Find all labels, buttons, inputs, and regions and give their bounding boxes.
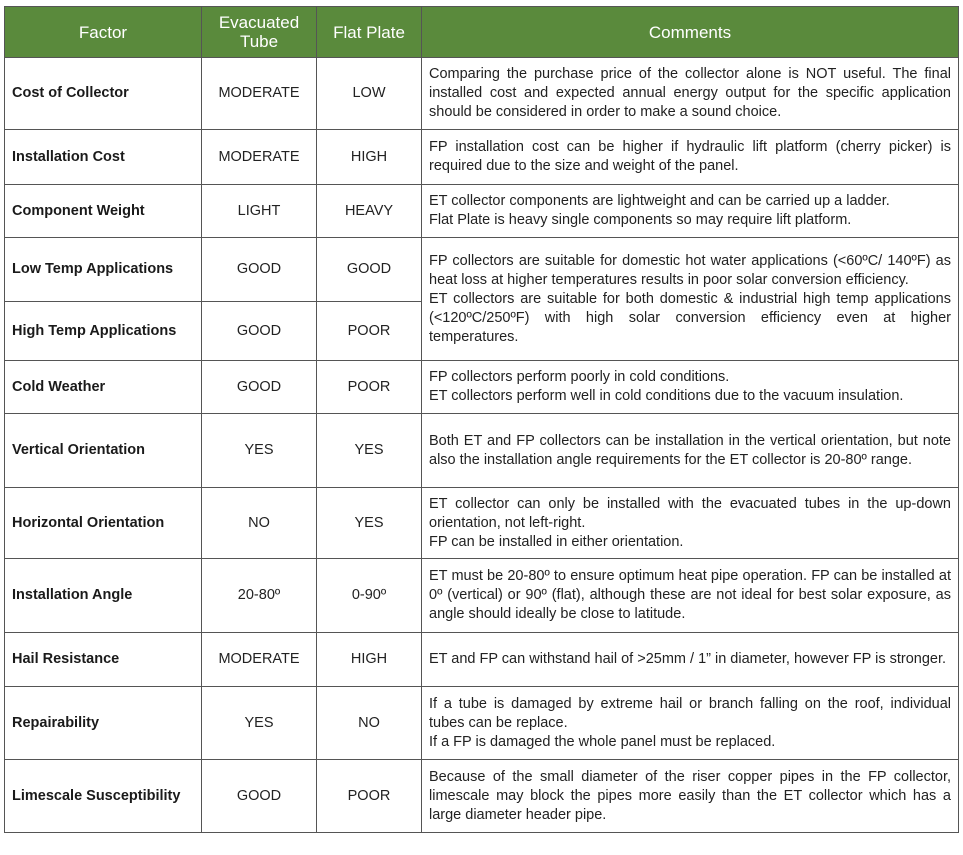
- table-row: [5, 361, 959, 414]
- flat-plate-cell: HEAVY: [317, 185, 422, 238]
- comment-cell: [422, 58, 959, 130]
- factor-cell: Limescale Susceptibility: [5, 760, 202, 833]
- factor-cell: Horizontal Orientation: [5, 488, 202, 559]
- comment-line: Flat Plate is heavy single components so may require lift platform.: [429, 212, 852, 228]
- evacuated-tube-cell: LIGHT: [202, 185, 317, 238]
- comment-line: Both ET and FP collectors can be installation in the vertical orientation, but note also the installation angle requirements for the ET collector is 20-80º range.: [429, 432, 951, 468]
- comment-line: FP collectors perform poorly in cold conditions.: [429, 369, 730, 385]
- comment-line: FP collectors are suitable for domestic hot water applications (<60ºC/ 140ºF) as heat loss at higher temperatures results in poor solar conversion efficiency.: [429, 252, 951, 288]
- flat-plate-cell: 0-90º: [317, 559, 422, 633]
- flat-plate-cell: POOR: [317, 760, 422, 833]
- factor-cell: Repairability: [5, 687, 202, 760]
- comment-cell: [422, 760, 959, 833]
- table-row: [5, 58, 959, 130]
- comparison-table-container: [4, 6, 959, 833]
- table-row: [5, 633, 959, 687]
- header-evacuated-tube: Evacuated Tube: [202, 7, 317, 58]
- comment-cell: [422, 130, 959, 185]
- comparison-table: [4, 6, 959, 833]
- header-factor: Factor: [5, 7, 202, 58]
- factor-cell: Cold Weather: [5, 361, 202, 414]
- comment-line: ET collectors are suitable for both domestic & industrial high temp applications (<120ºC/250ºF) with high solar conversion efficiency even at higher temperatures.: [429, 290, 951, 345]
- evacuated-tube-cell: MODERATE: [202, 130, 317, 185]
- flat-plate-cell: YES: [317, 414, 422, 488]
- comment-line: ET collector components are lightweight and can be carried up a ladder.: [429, 193, 890, 209]
- flat-plate-cell: GOOD: [317, 238, 422, 302]
- table-row: [5, 488, 959, 559]
- evacuated-tube-cell: 20-80º: [202, 559, 317, 633]
- table-row: [5, 687, 959, 760]
- comment-cell: [422, 633, 959, 687]
- comment-line: If a tube is damaged by extreme hail or branch falling on the roof, individual tubes can be replace.: [429, 695, 951, 731]
- comment-line: Comparing the purchase price of the collector alone is NOT useful. The final installed cost and expected annual energy output for the specific application should be considered in order to make a sound choice.: [429, 66, 951, 120]
- comment-line: FP installation cost can be higher if hydraulic lift platform (cherry picker) is required due to the size and weight of the panel.: [429, 139, 951, 174]
- evacuated-tube-cell: YES: [202, 687, 317, 760]
- evacuated-tube-cell: YES: [202, 414, 317, 488]
- evacuated-tube-cell: NO: [202, 488, 317, 559]
- comment-cell: [422, 488, 959, 559]
- flat-plate-cell: YES: [317, 488, 422, 559]
- flat-plate-cell: POOR: [317, 361, 422, 414]
- header-comments: Comments: [422, 7, 959, 58]
- comment-cell: [422, 687, 959, 760]
- comment-cell: [422, 414, 959, 488]
- evacuated-tube-cell: GOOD: [202, 238, 317, 302]
- flat-plate-cell: HIGH: [317, 130, 422, 185]
- table-row: [5, 130, 959, 185]
- factor-cell: Component Weight: [5, 185, 202, 238]
- comment-line: ET collectors perform well in cold conditions due to the vacuum insulation.: [429, 388, 904, 404]
- comment-line: Because of the small diameter of the riser copper pipes in the FP collector, limescale may block the pipes more easily than the ET collector which has a large diameter header pipe.: [429, 768, 951, 823]
- comment-line: ET and FP can withstand hail of >25mm / 1” in diameter, however FP is stronger.: [429, 651, 947, 667]
- flat-plate-cell: POOR: [317, 302, 422, 361]
- comment-cell: [422, 361, 959, 414]
- flat-plate-cell: LOW: [317, 58, 422, 130]
- factor-cell: Cost of Collector: [5, 58, 202, 130]
- header-flat-plate: Flat Plate: [317, 7, 422, 58]
- table-row: [5, 414, 959, 488]
- table-row: [5, 185, 959, 238]
- table-row: [5, 760, 959, 833]
- flat-plate-cell: HIGH: [317, 633, 422, 687]
- comment-cell: [422, 559, 959, 633]
- factor-cell: Installation Angle: [5, 559, 202, 633]
- comment-cell: [422, 185, 959, 238]
- table-row: [5, 559, 959, 633]
- flat-plate-cell: NO: [317, 687, 422, 760]
- table-row: [5, 238, 959, 302]
- evacuated-tube-cell: MODERATE: [202, 58, 317, 130]
- header-row: [5, 7, 959, 58]
- factor-cell: High Temp Applications: [5, 302, 202, 361]
- evacuated-tube-cell: GOOD: [202, 361, 317, 414]
- evacuated-tube-cell: GOOD: [202, 760, 317, 833]
- comment-line: FP can be installed in either orientation.: [429, 533, 684, 550]
- comment-line: If a FP is damaged the whole panel must be replaced.: [429, 733, 776, 750]
- evacuated-tube-cell: GOOD: [202, 302, 317, 361]
- factor-cell: Hail Resistance: [5, 633, 202, 687]
- comment-line: ET must be 20-80º to ensure optimum heat pipe operation. FP can be installed at 0º (vertical) or 90º (flat), although these are not ideal for best solar exposure, as angle should ideally be close to latitude.: [429, 568, 951, 622]
- factor-cell: Low Temp Applications: [5, 238, 202, 302]
- temp-comment-cell: [422, 238, 959, 361]
- evacuated-tube-cell: MODERATE: [202, 633, 317, 687]
- factor-cell: Vertical Orientation: [5, 414, 202, 488]
- factor-cell: Installation Cost: [5, 130, 202, 185]
- comment-line: ET collector can only be installed with the evacuated tubes in the up-down orientation, not left-right.: [429, 495, 951, 531]
